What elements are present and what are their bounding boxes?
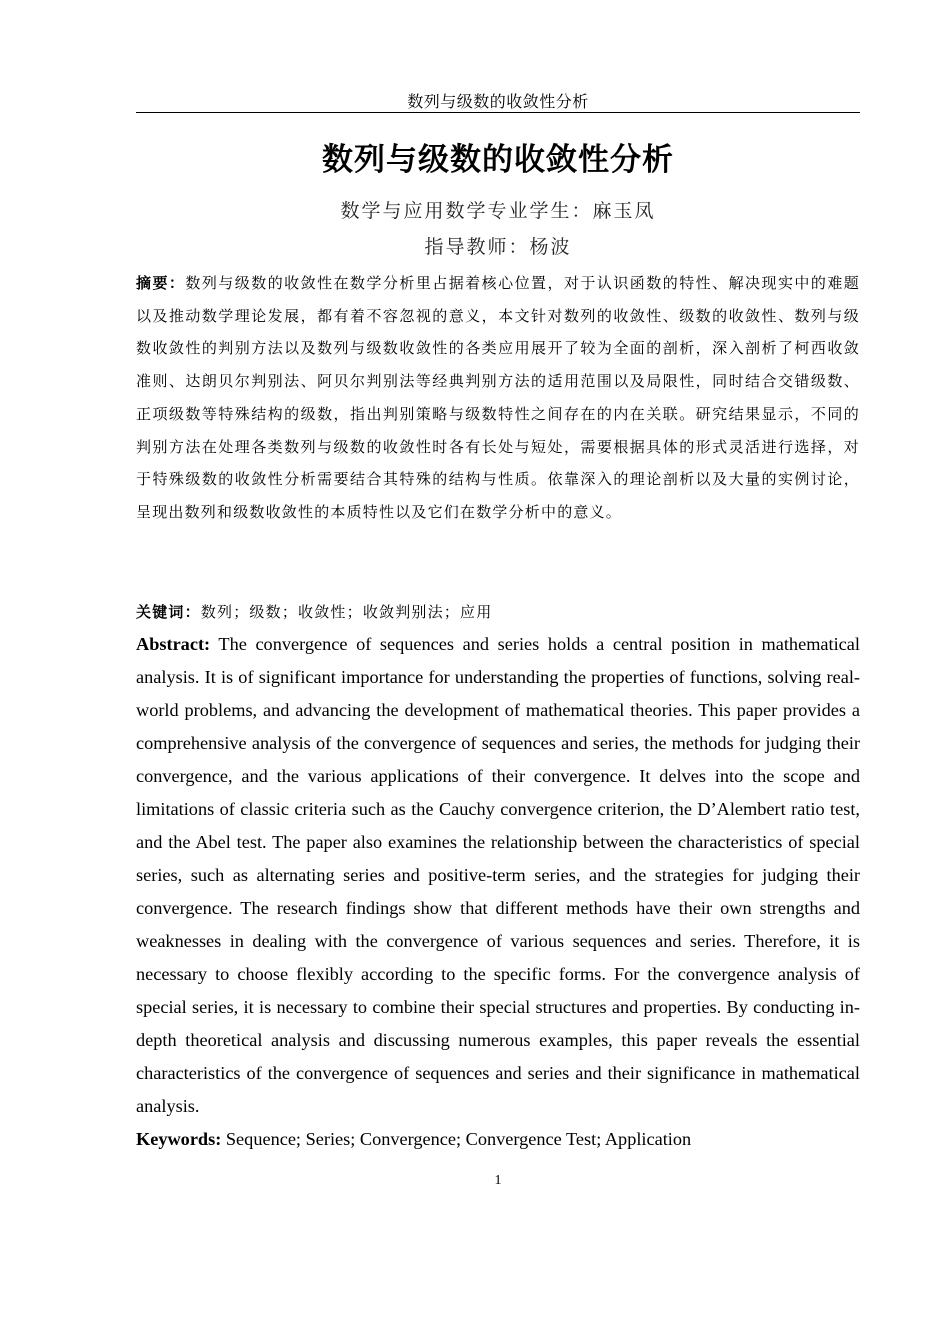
keywords-chinese: [136, 596, 860, 628]
advisor-line: 指导教师：杨波: [424, 236, 572, 258]
running-header: 数列与级数的收敛性分析: [407, 92, 589, 111]
keywords-cn-text: 数列；级数；收敛性；收敛判别法；应用: [200, 603, 493, 621]
abstract-cn-text: 数列与级数的收敛性在数学分析里占据着核心位置，对于认识函数的特性、解决现实中的难题以及推动数学理论发展，都有着不容忽视的意义，本文针对数列的收敛性、级数的收敛性、数列与级数收敛性的判别方法以及数列与级数收敛性的各类应用展开了较为全面的剖析，深入剖析了柯西收敛准则、达朗贝尔判别法、阿贝尔判别法等经典判别方法的适用范围以及局限性，同时结合交错级数、正项级数等特殊结构的级数，指出判别策略与级数特性之间存在的内在关联。研究结果显示，不同的判别方法在处理各类数列与级数的收敛性时各有长处与短处，需要根据具体的形式灵活进行选择，对于特殊级数的收敛性分析需要结合其特殊的结构与性质。依靠深入的理论剖析以及大量的实例讨论，呈现出数列和级数收敛性的本质特性以及它们在数学分析中的意义。: [136, 274, 860, 521]
keywords-english: [136, 1123, 860, 1156]
author-line: 数学与应用数学专业学生：麻玉凤: [340, 200, 656, 222]
abstract-en-text: The convergence of sequences and series holds a central position in mathematical analysis. It is of significant importance for understanding the properties of functions, solving real-world problems, and advancing the development of mathematical theories. This paper provides a comprehensive analysis of the convergence of sequences and series, the methods for judging their convergence, and the various applications of their convergence. It delves into the scope and limitations of classic criteria such as the Cauchy convergence criterion, the D’Alembert ratio test, and the Abel test. The paper also examines the relationship between the characteristics of special series, such as alternating series and positive-term series, and the strategies for judging their convergence. The research findings show that different methods have their own strengths and weaknesses in dealing with the convergence of various sequences and series. Therefore, it is necessary to choose flexibly according to the specific forms. For the convergence analysis of special series, it is necessary to combine their special structures and properties. By conducting in-depth theoretical analysis and discussing numerous examples, this paper reveals the essential characteristics of the convergence of sequences and series and their significance in mathematical analysis.: [136, 634, 860, 1116]
abstract-en-label: Abstract:: [136, 634, 211, 654]
header-rule: [136, 112, 860, 113]
page-number: 1: [494, 1173, 502, 1188]
keywords-cn-label: 关键词：: [136, 603, 201, 621]
keywords-en-text: Sequence; Series; Convergence; Convergence Test; Application: [225, 1129, 692, 1149]
abstract-chinese: [136, 267, 860, 529]
abstract-english: [136, 628, 860, 1123]
paper-title: 数列与级数的收敛性分析: [322, 142, 674, 178]
keywords-en-label: Keywords:: [136, 1129, 222, 1149]
abstract-cn-label: 摘要：: [136, 274, 186, 292]
